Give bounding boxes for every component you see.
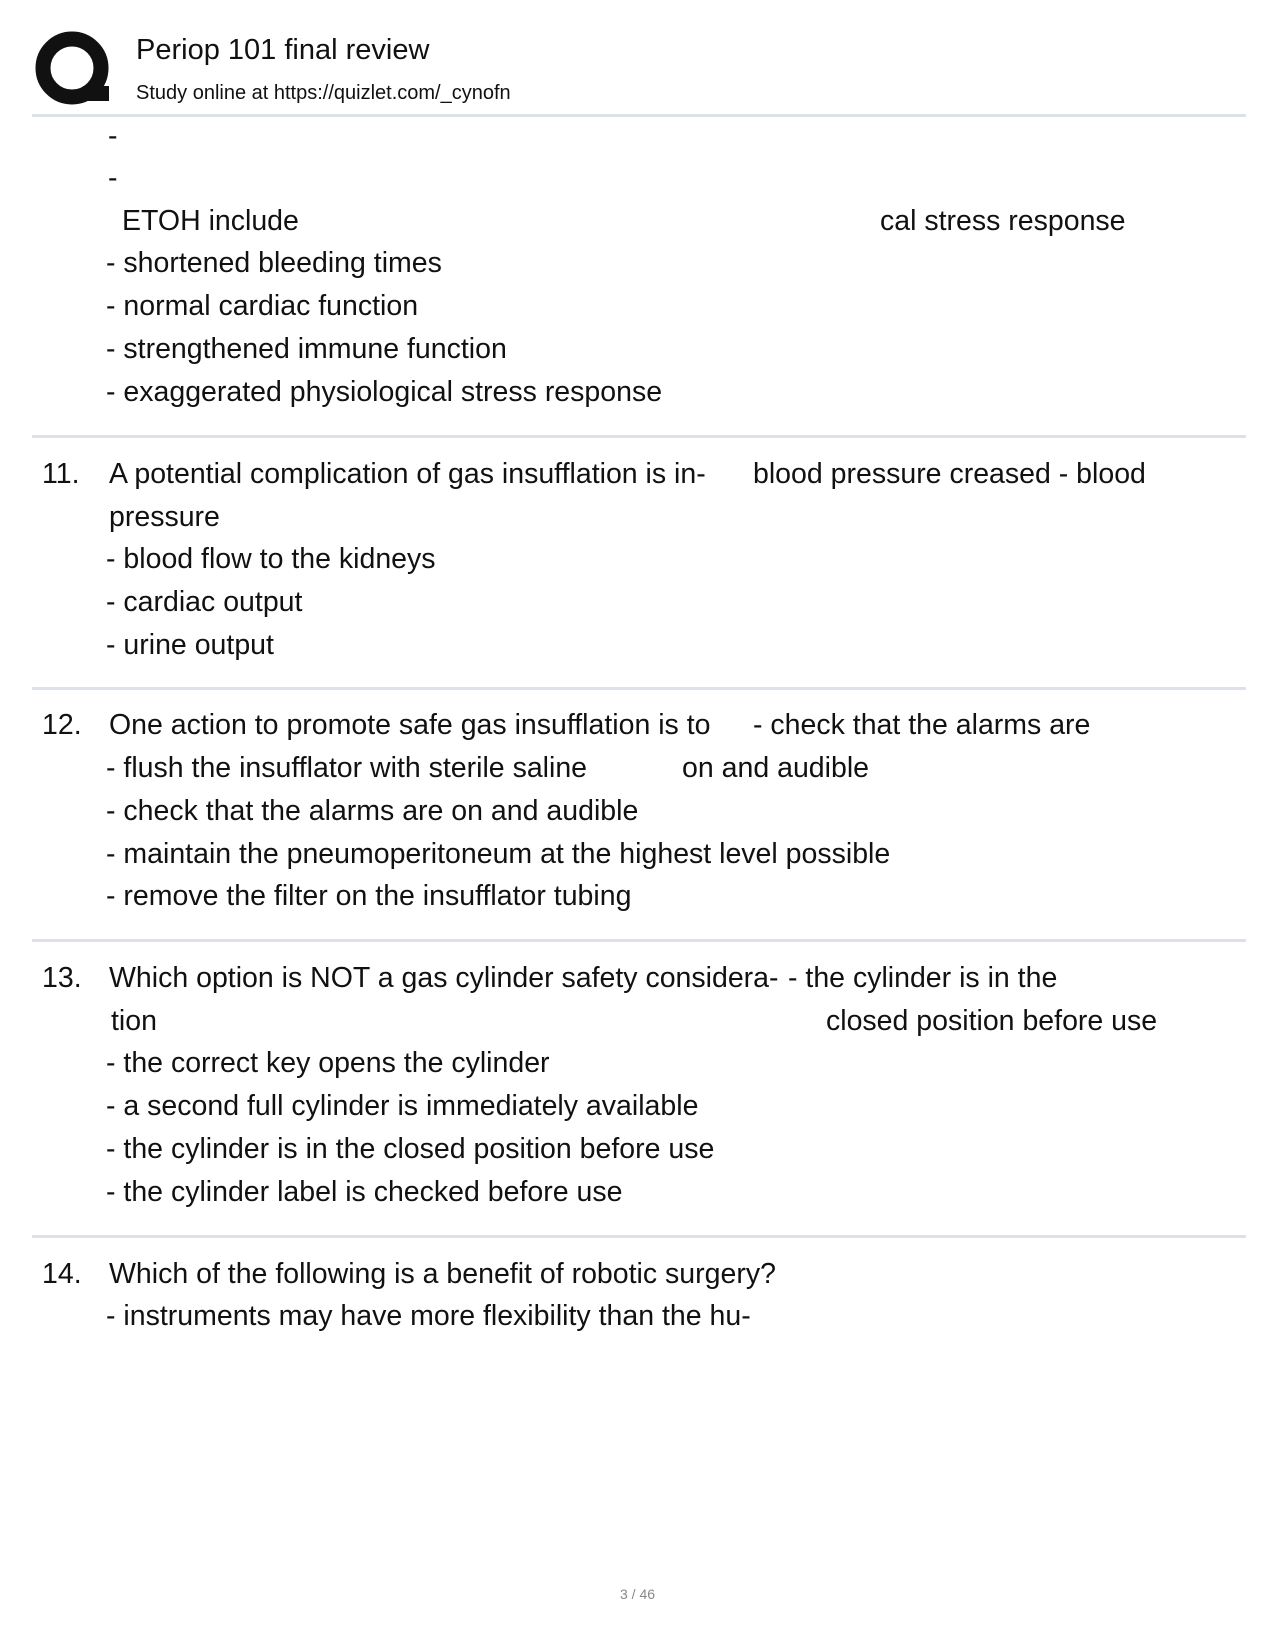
option-item: - exaggerated physiological stress response xyxy=(106,376,663,408)
page-header xyxy=(0,0,1275,124)
dash-line: - xyxy=(108,162,118,194)
quizlet-logo-icon xyxy=(34,30,114,112)
question-text: ETOH include xyxy=(122,205,299,237)
option-item: - normal cardiac function xyxy=(106,290,419,322)
option-item: - instruments may have more flexibility than the hu- xyxy=(106,1300,751,1332)
card-divider xyxy=(32,435,1246,438)
question-number: 14. xyxy=(42,1258,82,1290)
question-text: Which of the following is a benefit of robotic surgery? xyxy=(109,1258,776,1290)
card-divider xyxy=(32,1235,1246,1238)
card-divider xyxy=(32,939,1246,942)
study-online-link[interactable]: Study online at https://quizlet.com/_cynofn xyxy=(136,82,511,104)
option-item: - flush the insufflator with sterile saline xyxy=(106,752,588,784)
option-item: - check that the alarms are on and audible xyxy=(106,795,639,827)
card-divider xyxy=(32,687,1246,690)
option-item: - the correct key opens the cylinder xyxy=(106,1047,550,1079)
option-item: - blood flow to the kidneys xyxy=(106,543,436,575)
question-text: One action to promote safe gas insufflation is to xyxy=(109,709,711,741)
question-text: tion xyxy=(111,1005,157,1037)
answer-text: cal stress response xyxy=(880,205,1126,237)
question-text: A potential complication of gas insufflation is in- xyxy=(109,458,706,490)
question-text: Which option is NOT a gas cylinder safety considera- xyxy=(109,962,779,994)
question-number: 13. xyxy=(42,962,82,994)
answer-text: - the cylinder is in the xyxy=(788,962,1058,994)
option-item: - cardiac output xyxy=(106,586,303,618)
option-item: - the cylinder label is checked before use xyxy=(106,1176,623,1208)
answer-text: - check that the alarms are xyxy=(753,709,1091,741)
question-text: pressure xyxy=(109,501,220,533)
answer-text: closed position before use xyxy=(826,1005,1158,1037)
option-item: - urine output xyxy=(106,629,274,661)
option-item: - the cylinder is in the closed position before use xyxy=(106,1133,715,1165)
dash-line: - xyxy=(108,120,118,152)
option-item: - remove the filter on the insufflator tubing xyxy=(106,880,632,912)
answer-text: blood pressure creased - blood xyxy=(753,458,1146,490)
question-number: 12. xyxy=(42,709,82,741)
page-number: 3 / 46 xyxy=(619,1586,656,1602)
document-title: Periop 101 final review xyxy=(136,34,430,66)
question-number: 11. xyxy=(42,458,80,490)
option-item: - a second full cylinder is immediately available xyxy=(106,1090,699,1122)
answer-text: on and audible xyxy=(682,752,870,784)
option-item: - strengthened immune function xyxy=(106,333,507,365)
header-divider xyxy=(32,114,1246,117)
option-item: - shortened bleeding times xyxy=(106,247,442,279)
option-item: - maintain the pneumoperitoneum at the highest level possible xyxy=(106,838,891,870)
